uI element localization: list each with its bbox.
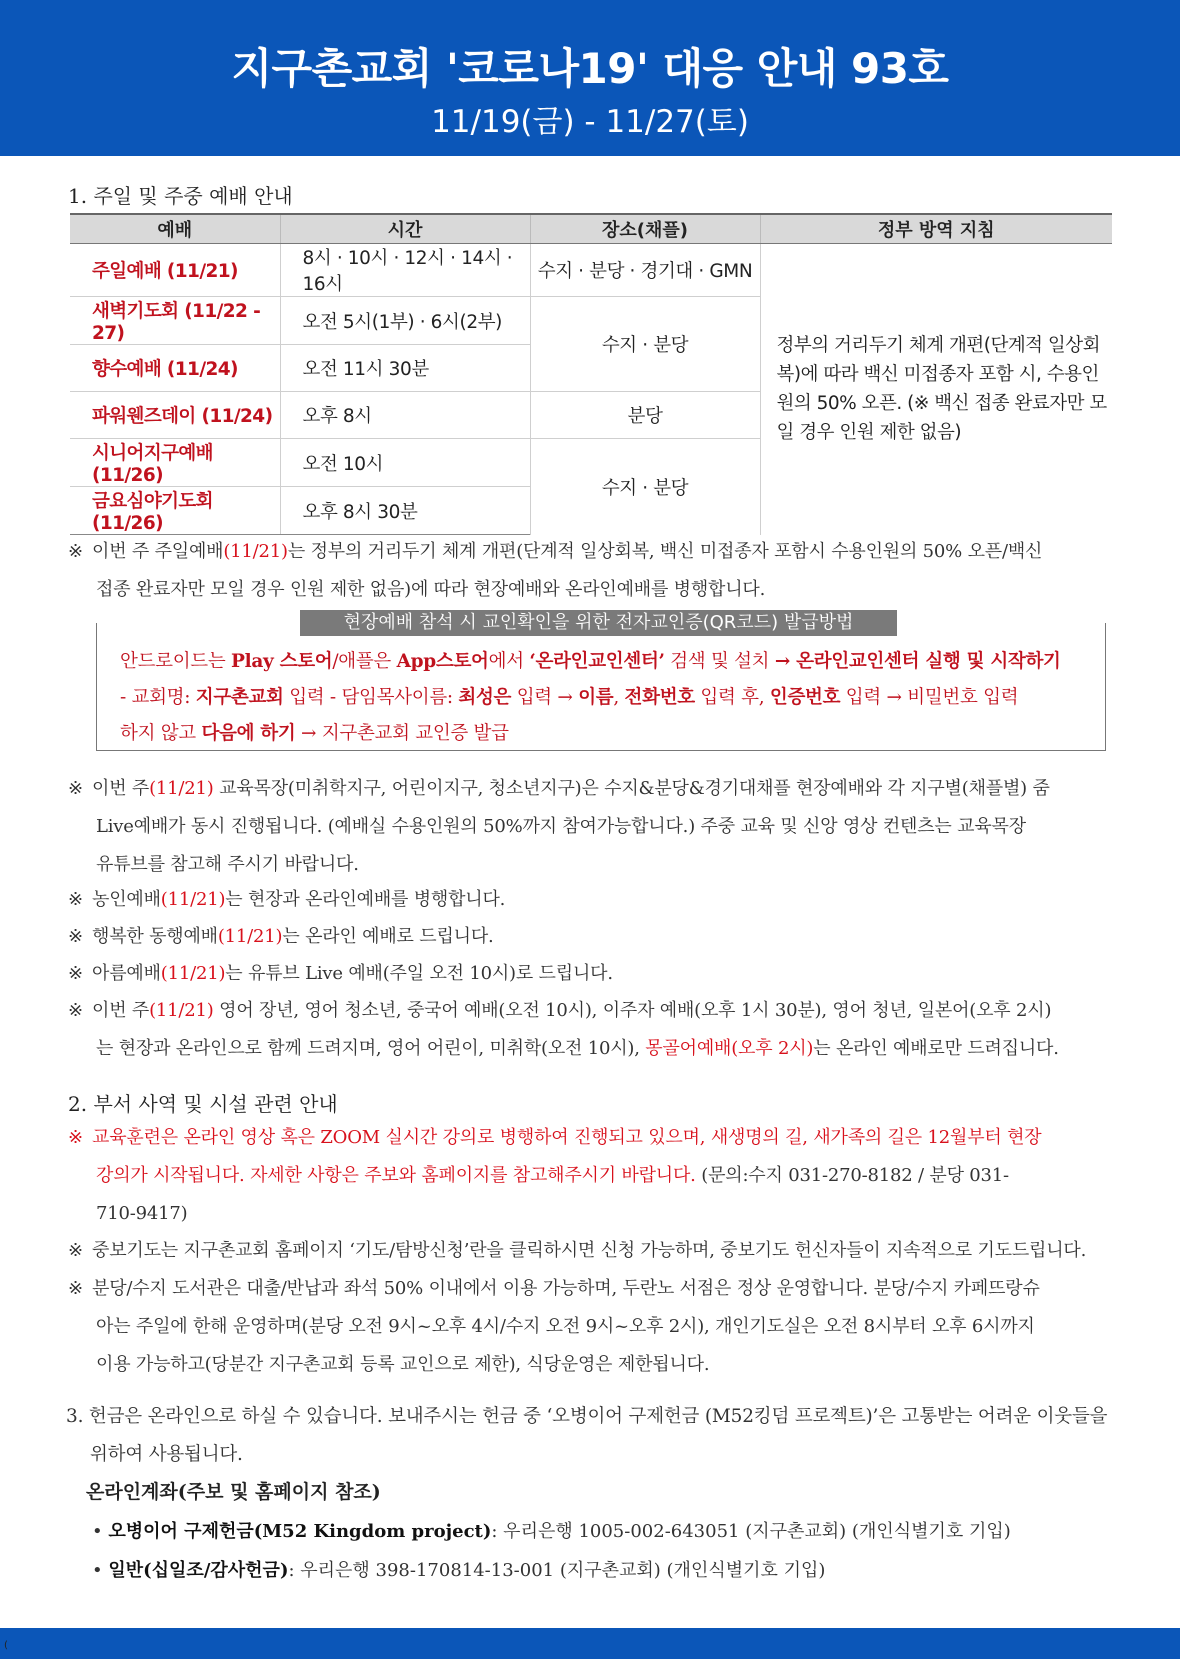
service-time: 오전 11시 30분 <box>280 345 530 392</box>
account-item: • 일반(십일조/감사헌금): 우리은행 398-170814-13-001 (지구촌교회) (개인식별기호 기입) <box>92 1560 826 1581</box>
qr-step-line: 안드로이드는 Play 스토어/애플은 App스토어에서 ‘온라인교인센터’ 검색 및 설치 → 온라인교인센터 실행 및 시작하기 <box>120 651 1061 672</box>
account-item: • 오병이어 구제헌금(M52 Kingdom project): 우리은행 1005-002-643051 (지구촌교회) (개인식별기호 기입) <box>92 1521 1011 1542</box>
section1-title: 1. 주일 및 주중 예배 안내 <box>68 184 293 208</box>
footer-bar <box>0 1628 1180 1659</box>
notice-education: ※ 이번 주(11/21) 교육목장(미취학지구, 어린이지구, 청소년지구)은 수지&분당&경기대채플 현장예배와 각 지구별(채플별) 줌 Live예배가 동시 진행됩니다. (예배실 수용인원의 50%까지 참여가능합니다.) 주중 교육 및 신앙 영상 컨텐츠는 교육목장 유튜브를 참고해 주시기 바랍니다. <box>68 778 1050 875</box>
service-name: 금요심야기도회 (11/26) <box>70 487 280 535</box>
col-header-time: 시간 <box>280 214 530 244</box>
service-time: 오후 8시 30분 <box>280 487 530 535</box>
qr-step-line: 하지 않고 다음에 하기 → 지구촌교회 교인증 발급 <box>120 723 509 744</box>
service-place: 수지 · 분당 · 경기대 · GMN <box>530 244 760 297</box>
header-banner <box>0 0 1180 156</box>
qr-instructions-text <box>120 644 1090 752</box>
section3-offering: 3. 헌금은 온라인으로 하실 수 있습니다. 보내주시는 헌금 중 ‘오병이어 구제헌금 (M52킹덤 프로젝트)’은 고통받는 어려운 이웃들을 위하여 사용됩니다. <box>66 1406 1108 1465</box>
qr-step-line: - 교회명: 지구촌교회 입력 - 담임목사이름: 최성은 입력 → 이름, 전화번호 입력 후, 인증번호 입력 → 비밀번호 입력 <box>120 687 1019 708</box>
service-time: 오후 8시 <box>280 392 530 439</box>
service-time: 8시 · 10시 · 12시 · 14시 · 16시 <box>280 244 530 297</box>
notice-areum-worship: ※ 아름예배(11/21)는 유튜브 Live 예배(주일 오전 10시)로 드립니다. <box>68 963 613 984</box>
notice-library-cafe: ※ 분당/수지 도서관은 대출/반납과 좌석 50% 이내에서 이용 가능하며, 두란노 서점은 정상 운영합니다. 분당/수지 카페뜨랑슈 아는 주일에 한해 운영하며(분당 오전 9시~오후 4시/수지 오전 9시~오후 2시), 개인기도실은 오전 8시부터 오후 6시까지 이용 가능하고(당분간 지구촌교회 등록 교인으로 제한), 식당운영은 제한됩니다. <box>68 1278 1040 1375</box>
online-account-title: 온라인계좌(주보 및 홈페이지 참조) <box>86 1481 381 1503</box>
table-row <box>70 244 1112 297</box>
col-header-guideline: 정부 방역 지침 <box>760 214 1112 244</box>
service-place: 수지 · 분당 <box>530 439 760 535</box>
service-time: 오전 10시 <box>280 439 530 487</box>
notice-training: ※ 교육훈련은 온라인 영상 혹은 ZOOM 실시간 강의로 병행하여 진행되고 있으며, 새생명의 길, 새가족의 길은 12월부터 현장 강의가 시작됩니다. 자세한 사항은 주보와 홈페이지를 참고해주시기 바랍니다. (문의:수지 031-270-8182 / 분당 031- 710-9417) <box>68 1127 1042 1224</box>
qr-instructions-title: 현장예배 참석 시 교인확인을 위한 전자교인증(QR코드) 발급방법 <box>300 610 897 636</box>
date-range: 11/19(금) - 11/27(토) <box>431 104 749 140</box>
government-guideline: 정부의 거리두기 체계 개편(단계적 일상회복)에 따라 백신 미접종자 포함 시, 수용인원의 50% 오픈. (※ 백신 접종 완료자만 모일 경우 인원 제한 없음) <box>760 244 1112 535</box>
service-name: 시니어지구예배 (11/26) <box>70 439 280 487</box>
section2-title: 2. 부서 사역 및 시설 관련 안내 <box>68 1092 338 1116</box>
table-header-row <box>70 214 1112 244</box>
notice-intercession: ※ 중보기도는 지구촌교회 홈페이지 ‘기도/탐방신청’란을 클릭하시면 신청 가능하며, 중보기도 헌신자들이 지속적으로 기도드립니다. <box>68 1240 1087 1261</box>
service-name: 새벽기도회 (11/22 - 27) <box>70 297 280 345</box>
service-place: 수지 · 분당 <box>530 297 760 392</box>
page-title: 지구촌교회 '코로나19' 대응 안내 93호 <box>231 44 949 93</box>
notice-language-worship: ※ 이번 주(11/21) 영어 장년, 영어 청소년, 중국어 예배(오전 10시), 이주자 예배(오후 1시 30분), 영어 청년, 일본어(오후 2시) 는 현장과 온라인으로 함께 드려지며, 영어 어린이, 미취학(오전 10시), 몽골어예배(오후 2시)는 온라인 예배로만 드려집니다. <box>68 1000 1059 1059</box>
service-name: 향수예배 (11/24) <box>70 345 280 392</box>
service-name: 주일예배 (11/21) <box>70 244 280 297</box>
bullet-icon: • <box>92 1560 103 1581</box>
col-header-service: 예배 <box>70 214 280 244</box>
col-header-place: 장소(채플) <box>530 214 760 244</box>
service-name: 파워웬즈데이 (11/24) <box>70 392 280 439</box>
notice-companion-worship: ※ 행복한 동행예배(11/21)는 온라인 예배로 드립니다. <box>68 926 494 947</box>
service-place: 분당 <box>530 392 760 439</box>
bullet-icon: • <box>92 1521 103 1542</box>
footer-mark: ( <box>4 1640 8 1651</box>
notice-sunday-worship: ※ 이번 주 주일예배(11/21)는 정부의 거리두기 체계 개편(단계적 일상회복, 백신 미접종자 포함시 수용인원의 50% 오픈/백신 접종 완료자만 모일 경우 인원 제한 없음)에 따라 현장예배와 온라인예배를 병행합니다. <box>68 541 1043 600</box>
notice-deaf-worship: ※ 농인예배(11/21)는 현장과 온라인예배를 병행합니다. <box>68 889 506 910</box>
service-time: 오전 5시(1부) · 6시(2부) <box>280 297 530 345</box>
worship-table <box>70 213 1112 535</box>
